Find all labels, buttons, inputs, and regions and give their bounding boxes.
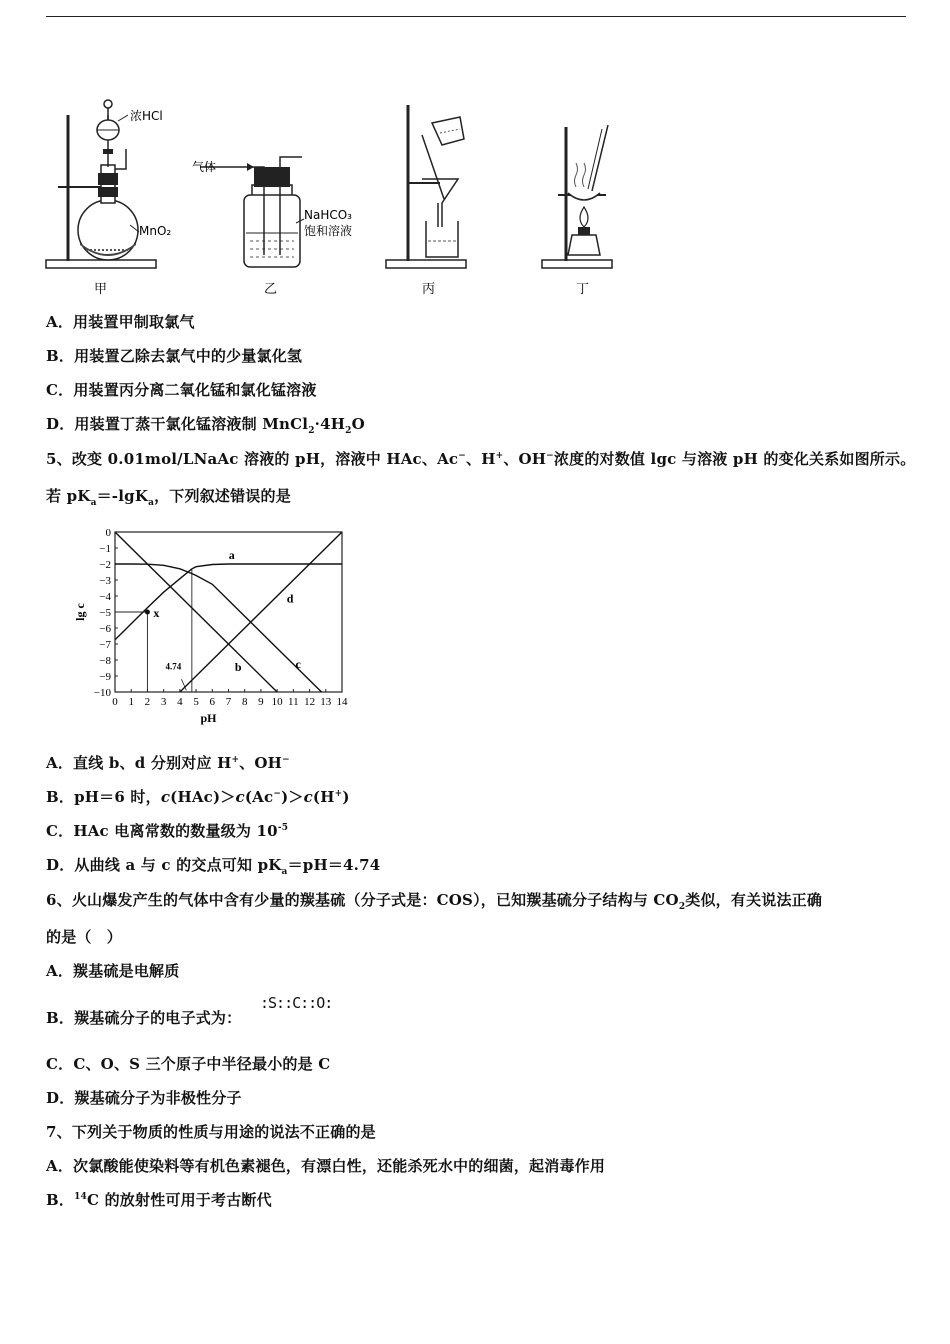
y-tick-label: −10 xyxy=(93,687,111,699)
caption-ding: 丁 xyxy=(576,282,590,297)
x-tick-label: 6 xyxy=(209,696,216,708)
point-x-label: x xyxy=(153,606,160,620)
y-tick-label: −6 xyxy=(99,623,111,635)
x-axis-label: pH xyxy=(200,711,217,725)
x-tick-label: 7 xyxy=(225,696,232,708)
yi-label-2: 饱和溶液 xyxy=(304,224,353,238)
caption-bing: 丙 xyxy=(422,282,436,297)
y-tick-label: −8 xyxy=(99,655,111,667)
y-tick-label: 0 xyxy=(105,527,111,539)
x-tick-label: 10 xyxy=(271,696,283,708)
x-tick-label: 2 xyxy=(144,696,151,708)
x-tick-label: 3 xyxy=(160,696,167,708)
x-tick-label: 8 xyxy=(241,696,248,708)
x-tick-label: 12 xyxy=(304,696,316,708)
caption-yi: 乙 xyxy=(264,282,278,297)
q4-option-c: C．用装置丙分离二氧化锰和氯化锰溶液 xyxy=(46,381,317,399)
x-tick-label: 5 xyxy=(193,696,199,708)
q7-option-b: B．$^{14}$C 的放射性可用于考古断代 xyxy=(46,1191,272,1209)
x-tick-label: 9 xyxy=(258,696,264,708)
q7-stem: 7、下列关于物质的性质与用途的说法不正确的是 xyxy=(46,1123,376,1141)
q5-stem-line2: 若 $pK_a=-\lg K_a$，下列叙述错误的是 xyxy=(46,487,291,508)
jia-label-top: 浓HCl xyxy=(130,109,163,123)
q6-option-d: D．羰基硫分子为非极性分子 xyxy=(46,1089,242,1107)
q5-option-d: D．从曲线 a 与 c 的交点可知 $pK_a=pH=4.74$ xyxy=(46,856,381,877)
q6-option-a: A．羰基硫是电解质 xyxy=(46,962,180,980)
yi-label-1: NaHCO₃ xyxy=(304,208,352,222)
series-label-c: c xyxy=(295,657,301,671)
series-label-d: d xyxy=(286,591,294,606)
cos-electron-formula: :S::C::O: xyxy=(260,994,333,1012)
series-line-d xyxy=(180,532,342,692)
series-label-b: b xyxy=(234,660,242,675)
q5-option-a: A．直线 b、d 分别对应 H+、OH− xyxy=(46,754,290,772)
x-tick-label: 4 xyxy=(177,696,183,708)
apparatus-jia xyxy=(46,95,176,299)
q6-option-b: B．羰基硫分子的电子式为： xyxy=(46,1009,242,1027)
q5-stem-line1: 5、改变 0.01mol/LNaAc 溶液的 pH，溶液中 HAc、Ac−、H+、OH−浓度的对数值 lgc 与溶液 pH 的变化关系如图所示。 xyxy=(46,450,916,468)
series-label-a: a xyxy=(228,548,235,563)
pka-label: 4.74 xyxy=(165,661,182,672)
jia-label-flask: MnO₂ xyxy=(139,224,172,238)
y-tick-label: −4 xyxy=(99,591,111,603)
apparatus-ding xyxy=(540,95,630,299)
y-axis-label: lg c xyxy=(73,603,87,621)
q6-option-c: C．C、O、S 三个原子中半径最小的是 C xyxy=(46,1055,331,1073)
q6-stem-line2: 的是（ ） xyxy=(46,928,123,946)
x-tick-label: 14 xyxy=(336,696,348,708)
q5-option-c: C．HAc 电离常数的数量级为 $10^{-5}$ xyxy=(46,822,289,840)
y-tick-label: −1 xyxy=(99,543,111,555)
y-tick-label: −2 xyxy=(99,559,111,571)
lgc-ph-chart xyxy=(60,522,360,734)
q4-option-a: A．用装置甲制取氯气 xyxy=(46,313,195,331)
q4-option-d: D．用装置丁蒸干氯化锰溶液制 $MnCl_2\cdot 4H_2O$ xyxy=(46,415,365,436)
header-rule xyxy=(46,16,906,17)
yi-label-gas: 气体 xyxy=(192,160,217,174)
y-tick-label: −7 xyxy=(99,639,111,651)
q7-option-a: A．次氯酸能使染料等有机色素褪色，有漂白性，还能杀死水中的细菌，起消毒作用 xyxy=(46,1157,606,1175)
caption-jia: 甲 xyxy=(94,282,108,297)
apparatus-bing xyxy=(384,95,494,299)
x-tick-label: 13 xyxy=(320,696,332,708)
q5-option-b: B．pH＝6 时，c(HAc)＞c(Ac−)＞c(H+) xyxy=(46,788,350,806)
y-tick-label: −9 xyxy=(99,671,111,683)
x-tick-label: 11 xyxy=(288,696,299,708)
x-tick-label: 1 xyxy=(128,696,134,708)
apparatus-yi xyxy=(192,95,372,299)
q4-option-b: B．用装置乙除去氯气中的少量氯化氢 xyxy=(46,347,303,365)
y-tick-label: −5 xyxy=(99,607,111,619)
x-tick-label: 0 xyxy=(112,696,118,708)
q6-stem-line1: 6、火山爆发产生的气体中含有少量的羰基硫（分子式是：COS），已知羰基硫分子结构与 $CO_2$类似，有关说法正确 xyxy=(46,891,823,912)
y-tick-label: −3 xyxy=(99,575,111,587)
series-line-c xyxy=(115,564,342,640)
point-x xyxy=(145,610,150,615)
